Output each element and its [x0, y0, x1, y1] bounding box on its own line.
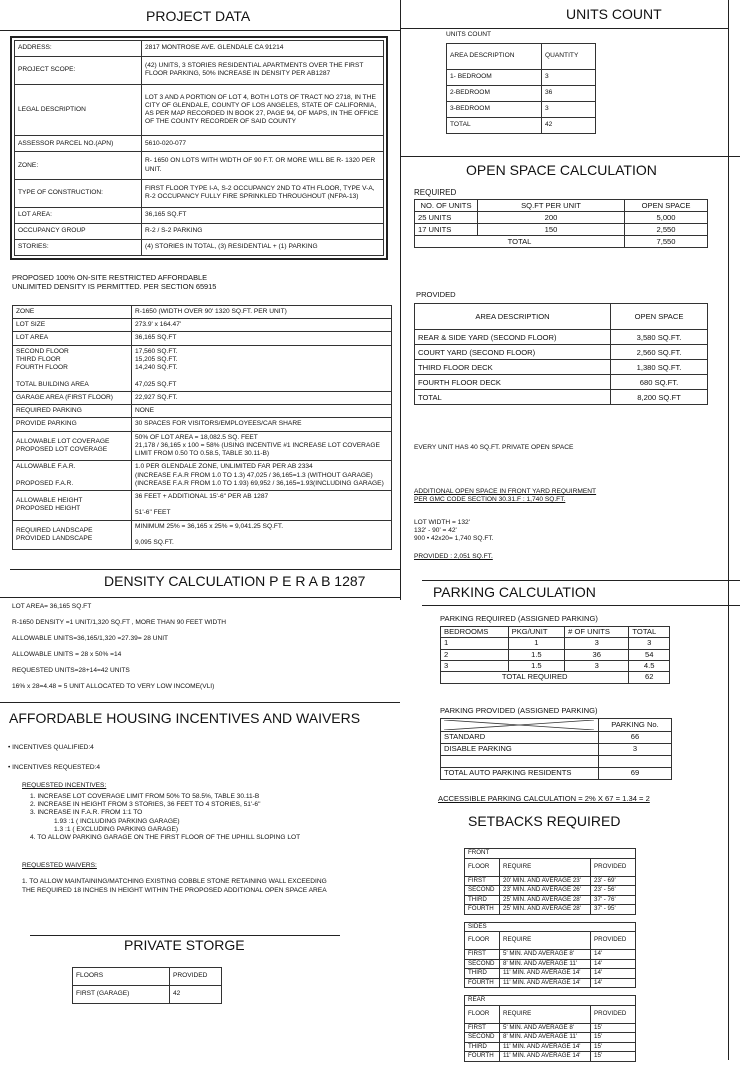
- project-value: (42) UNITS, 3 STORIES RESIDENTIAL APARTMENTS OVER THE FIRST FLOOR PARKING, 50% INCREASE IN DENSITY PER AB1287: [142, 57, 384, 85]
- os-provided-row: [415, 345, 708, 360]
- density-line: REQUESTED UNITS=28+14=42 UNITS: [12, 667, 130, 674]
- zoning-value: 30 SPACES FOR VISITORS/EMPLOYEES/CAR SHARE: [132, 418, 392, 431]
- project-data-title: PROJECT DATA: [146, 8, 251, 24]
- setback-cell: 5' MIN. AND AVERAGE 8': [500, 950, 591, 960]
- affordable-note-line: PROPOSED 100% ON-SITE RESTRICTED AFFORDABLE: [12, 273, 208, 282]
- zoning-row: [13, 391, 392, 404]
- pk-header: TOTAL: [629, 627, 670, 638]
- pk-cell: 54: [629, 649, 670, 660]
- accessible-parking-calc: ACCESSIBLE PARKING CALCULATION = 2% X 67 = 1.34 = 2: [438, 794, 650, 803]
- density-line: ALLOWABLE UNITS=36,165/1,320 =27.39= 28 UNIT: [12, 635, 169, 642]
- incentive-item: 1.3 :1 ( EXCLUDING PARKING GARAGE): [54, 825, 179, 833]
- os-total-value: 7,550: [625, 236, 708, 248]
- incentives-title: AFFORDABLE HOUSING INCENTIVES AND WAIVERS: [9, 710, 361, 726]
- storage-floor: FIRST (GARAGE): [73, 986, 170, 1004]
- zoning-row: [13, 345, 392, 391]
- os-provided-row: [415, 360, 708, 375]
- pk-cell: 2: [441, 649, 509, 660]
- density-title: DENSITY CALCULATION P E R A B 1287: [104, 573, 366, 589]
- setback-header: REQUIRE: [500, 1005, 591, 1023]
- unit-qty: 42: [542, 118, 596, 134]
- right-border: [728, 0, 729, 1060]
- project-row: [15, 84, 384, 135]
- project-row: [15, 180, 384, 208]
- zoning-value: NONE: [132, 405, 392, 418]
- zoning-label: GARAGE AREA (FIRST FLOOR): [13, 391, 132, 404]
- pk-provided-row: [441, 756, 672, 768]
- waiver-item: 1. TO ALLOW MAINTAINING/MATCHING EXISTING COBBLE STONE RETAINING WALL EXCEEDING THE REQUIRED 18 INCHES IN HEIGHT WITHIN THE PROPOSED ADDITIONAL OPEN SPACE AREA: [22, 878, 327, 894]
- divider: [0, 597, 400, 598]
- setback-row: [465, 978, 636, 988]
- setback-cell: 11' MIN. AND AVERAGE 14': [500, 1052, 591, 1062]
- zoning-row: [13, 490, 392, 520]
- os-header: OPEN SPACE: [625, 200, 708, 212]
- additional-line: ADDITIONAL OPEN SPACE IN FRONT YARD REQUIRMENT: [414, 488, 597, 495]
- setback-cell: THIRD: [465, 1042, 500, 1052]
- density-line: R-1650 DENSITY =1 UNIT/1,320 SQ.FT , MORE THAN 90 FEET WIDTH: [12, 619, 227, 626]
- zoning-label: ALLOWABLE F.A.R. PROPOSED F.A.R.: [13, 461, 132, 491]
- project-data-table: [14, 40, 384, 256]
- divider: [30, 935, 340, 936]
- project-row: [15, 239, 384, 255]
- zoning-label: PROVIDE PARKING: [13, 418, 132, 431]
- density-lines: [12, 603, 392, 699]
- setback-cell: 14': [591, 978, 636, 988]
- zoning-value: 36 FEET + ADDITIONAL 15'-6" PER AB 1287 51'-6" FEET: [132, 490, 392, 520]
- pk-header: PKG/UNIT: [508, 627, 565, 638]
- unit-type: 3-BEDROOM: [447, 102, 542, 118]
- units-header: AREA DESCRIPTION: [447, 44, 542, 70]
- zoning-row: [13, 418, 392, 431]
- additional-open-space: [414, 488, 596, 504]
- project-value: 5610-020-077: [142, 136, 384, 152]
- zoning-label: REQUIRED LANDSCAPE PROVIDED LANDSCAPE: [13, 520, 132, 550]
- setback-row: [465, 886, 636, 896]
- affordable-note-line: UNLIMITED DENSITY IS PERMITTED. PER SECTION 65915: [12, 282, 217, 292]
- divider: [400, 156, 740, 157]
- os-area: TOTAL: [415, 390, 611, 405]
- open-space-title: OPEN SPACE CALCULATION: [466, 162, 657, 178]
- setback-cell: 20' MIN. AND AVERAGE 23': [500, 876, 591, 886]
- setbacks-title: SETBACKS REQUIRED: [468, 813, 621, 829]
- unit-qty: 3: [542, 70, 596, 86]
- setbacks-tables: [464, 848, 636, 1069]
- setback-table: [464, 995, 636, 1062]
- setback-cell: FIRST: [465, 1023, 500, 1033]
- setback-row: [465, 876, 636, 886]
- additional-line: PER GMC CODE SECTION 30.31.F : 1,740 SQ.FT.: [414, 496, 566, 504]
- pk-cell: 1.5: [508, 661, 565, 672]
- storage-table: [72, 967, 222, 1004]
- os-area-value: 3,580 SQ.FT.: [611, 330, 708, 345]
- pk-prov-header: PARKING No.: [599, 719, 672, 732]
- setback-table: [464, 848, 636, 915]
- setback-cell: FOURTH: [465, 905, 500, 915]
- provided-label: PROVIDED: [416, 290, 456, 299]
- setback-cell: THIRD: [465, 895, 500, 905]
- private-storage-title: PRIVATE STORGE: [124, 937, 245, 953]
- storage-provided: 42: [170, 986, 222, 1004]
- zoning-label: LOT SIZE: [13, 319, 132, 332]
- parking-title: PARKING CALCULATION: [433, 584, 596, 600]
- setback-cell: 8' MIN. AND AVERAGE 11': [500, 959, 591, 969]
- project-label: PROJECT SCOPE:: [15, 57, 142, 85]
- required-label: REQUIRED: [414, 188, 457, 197]
- storage-header: FLOORS: [73, 968, 170, 986]
- zoning-value: 273.9' x 164.47': [132, 319, 392, 332]
- parking-required-caption: PARKING REQUIRED (ASSIGNED PARKING): [440, 614, 598, 623]
- zoning-value: 36,165 SQ.FT: [132, 332, 392, 345]
- setback-cell: THIRD: [465, 969, 500, 979]
- os-space: 5,000: [625, 212, 708, 224]
- setback-cell: 15': [591, 1052, 636, 1062]
- incentives-requested: INCENTIVES REQUESTED:4: [12, 764, 101, 771]
- setback-header: FLOOR: [465, 858, 500, 876]
- zoning-value: 22,927 SQ.FT.: [132, 391, 392, 404]
- pk-cell: 1: [441, 638, 509, 649]
- zoning-row: [13, 461, 392, 491]
- incentives-block: • INCENTIVES QUALIFIED:4 • INCENTIVES REQUESTED:4 REQUESTED INCENTIVES: 1. INCREASE LOT COVERAGE LIMIT FROM 50% TO 58.5%, TABLE 30.11-B 2. INCREASE IN HEIGHT FROM 3 STORIES, 36 FEET TO 4 STORIES, 51'-6" 3. INCREASE IN F.A.R. FROM 1:1 TO 1.93 :1 ( INCLUDING PARKING GARAGE) 1.3 :1 ( EXCLUDING PARKING GARAGE) 4. TO ALLOW PARKING GARAGE ON THE FIRST FLOOR OF THE UPHILL SLOPING LOT REQUESTED WAIVERS: 1. TO ALLOW MAINTAINING/MATCHING EXISTING COBBLE STONE RETAINING WALL EXCEEDING THE REQUIRED 18 INCHES IN HEIGHT WITHIN THE PROPOSED ADDITIONAL OPEN SPACE AREA: [8, 744, 393, 895]
- zoning-value: 1.0 PER GLENDALE ZONE, UNLIMITED FAR PER AB 2334 (INCREASE F.A.R FROM 1.0 TO 1.3) 47,025 / 36,165=1.3 (WITHOUT GARAGE) (INCREASE F.A.R FROM 1.0 TO 1.93) 69,952 / 36,165=1.93(INCLUDING GARAGE): [132, 461, 392, 491]
- project-label: ZONE:: [15, 152, 142, 180]
- project-value: R- 1650 ON LOTS WITH WIDTH OF 90 F.T. OR MORE WILL BE R- 1320 PER UNIT.: [142, 152, 384, 180]
- setback-table: [464, 922, 636, 989]
- os-required-row: [415, 236, 708, 248]
- setback-group-name: SIDES: [465, 922, 636, 932]
- setback-cell: 14': [591, 959, 636, 969]
- affordable-note: [12, 273, 216, 292]
- os-space: 2,550: [625, 224, 708, 236]
- requested-waivers-title: REQUESTED WAIVERS:: [22, 862, 97, 870]
- os-area-value: 680 SQ.FT.: [611, 375, 708, 390]
- pk-total-value: 62: [629, 672, 670, 683]
- os-area: FOURTH FLOOR DECK: [415, 375, 611, 390]
- setback-header: REQUIRE: [500, 858, 591, 876]
- os-provided-row: [415, 330, 708, 345]
- setback-cell: 25' MIN. AND AVERAGE 28': [500, 895, 591, 905]
- pk-header: BEDROOMS: [441, 627, 509, 638]
- setback-cell: SECOND: [465, 959, 500, 969]
- diagonal-mark: [444, 720, 594, 730]
- pk-prov-type: TOTAL AUTO PARKING RESIDENTS: [441, 768, 599, 780]
- pk-prov-type: [441, 756, 599, 768]
- incentives-list: [30, 793, 393, 842]
- zoning-label: ZONE: [13, 306, 132, 319]
- setback-header: PROVIDED: [591, 932, 636, 950]
- pk-total-label: TOTAL REQUIRED: [441, 672, 629, 683]
- project-value: 2817 MONTROSE AVE. GLENDALE CA 91214: [142, 41, 384, 57]
- setback-header: REQUIRE: [500, 932, 591, 950]
- zoning-row: [13, 431, 392, 461]
- units-row: [447, 70, 596, 86]
- zoning-value: 50% OF LOT AREA = 18,082.5 SQ. FEET 21,178 / 36,165 x 100 = 58% (USING INCENTIVE #1 INCREASE LOT COVERAGE LIMIT FROM 0.50 TO 0.58.5, TABLE 30.11-B): [132, 431, 392, 461]
- zoning-row: [13, 405, 392, 418]
- setback-cell: FOURTH: [465, 978, 500, 988]
- zoning-row: [13, 319, 392, 332]
- os-prov-header: OPEN SPACE: [611, 304, 708, 330]
- parking-provided-caption: PARKING PROVIDED (ASSIGNED PARKING): [440, 706, 598, 715]
- setback-cell: 15': [591, 1023, 636, 1033]
- setback-cell: 15': [591, 1042, 636, 1052]
- pk-cell: 3: [565, 638, 629, 649]
- project-label: TYPE OF CONSTRUCTION:: [15, 180, 142, 208]
- calc-line: 900 • 42x20= 1,740 SQ.FT.: [414, 535, 494, 543]
- open-space-required-table: [414, 199, 708, 248]
- pk-cell: 3: [441, 661, 509, 672]
- pk-prov-type: DISABLE PARKING: [441, 744, 599, 756]
- setback-cell: 11' MIN. AND AVERAGE 14': [500, 978, 591, 988]
- unit-qty: 3: [542, 102, 596, 118]
- project-value: LOT 3 AND A PORTION OF LOT 4, BOTH LOTS OF TRACT NO 2718, IN THE CITY OF GLENDALE, COUNTY OF LOS ANGELES, STATE OF CALIFORNIA, AS PER MAP RECORDED IN BOOK 27, PAGE 94, OF MAPS, IN THE OFFICE OF THE COUNTY RECORDER OF SAID COUNTY: [142, 84, 384, 135]
- project-label: ASSESSOR PARCEL NO.(APN): [15, 136, 142, 152]
- open-space-calc: [414, 519, 493, 544]
- os-per-unit: 150: [478, 224, 625, 236]
- zoning-label: ALLOWABLE LOT COVERAGE PROPOSED LOT COVERAGE: [13, 431, 132, 461]
- zoning-row: [13, 520, 392, 550]
- incentive-item: 1.93 :1 ( INCLUDING PARKING GARAGE): [54, 817, 180, 825]
- units-row: [447, 118, 596, 134]
- os-required-row: [415, 224, 708, 236]
- open-space-provided-table: [414, 303, 708, 405]
- os-provided-row: [415, 390, 708, 405]
- zoning-label: REQUIRED PARKING: [13, 405, 132, 418]
- units-header: QUANTITY: [542, 44, 596, 70]
- storage-header: PROVIDED: [170, 968, 222, 986]
- zoning-value: MINIMUM 25% = 36,165 x 25% = 9,041.25 SQ.FT. 9,095 SQ.FT.: [132, 520, 392, 550]
- unit-qty: 36: [542, 86, 596, 102]
- units-count-title: UNITS COUNT: [566, 6, 662, 22]
- project-value: 36,165 SQ.FT: [142, 207, 384, 223]
- setback-cell: FOURTH: [465, 1052, 500, 1062]
- zoning-row: [13, 332, 392, 345]
- setback-cell: 23' MIN. AND AVERAGE 26': [500, 886, 591, 896]
- setback-row: [465, 895, 636, 905]
- setback-cell: 25' MIN. AND AVERAGE 28': [500, 905, 591, 915]
- setback-cell: SECOND: [465, 1033, 500, 1043]
- project-row: [15, 57, 384, 85]
- pk-prov-count: [599, 756, 672, 768]
- unit-type: TOTAL: [447, 118, 542, 134]
- pk-cell: 4.5: [629, 661, 670, 672]
- private-open-space-note: EVERY UNIT HAS 40 SQ.FT. PRIVATE OPEN SPACE: [414, 444, 574, 451]
- os-prov-header: AREA DESCRIPTION: [415, 304, 611, 330]
- divider: [10, 569, 400, 570]
- pk-prov-diagonal-cell: [441, 719, 599, 732]
- pk-prov-count: 66: [599, 732, 672, 744]
- zoning-value: R-1650 (WIDTH OVER 90' 1320 SQ.FT. PER UNIT): [132, 306, 392, 319]
- os-area-value: 2,560 SQ.FT.: [611, 345, 708, 360]
- project-value: R-2 / S-2 PARKING: [142, 223, 384, 239]
- pk-prov-type: STANDARD: [441, 732, 599, 744]
- pk-cell: 1.5: [508, 649, 565, 660]
- os-total-label: TOTAL: [415, 236, 625, 248]
- os-area-value: 8,200 SQ.FT: [611, 390, 708, 405]
- os-area: COURT YARD (SECOND FLOOR): [415, 345, 611, 360]
- project-row: [15, 136, 384, 152]
- pk-cell: 3: [565, 661, 629, 672]
- pk-provided-row: [441, 768, 672, 780]
- pk-prov-count: 69: [599, 768, 672, 780]
- parking-required-table: [440, 626, 670, 684]
- pk-header: # OF UNITS: [565, 627, 629, 638]
- incentive-item: 3. INCREASE IN F.A.R. FROM 1:1 TO: [30, 809, 143, 817]
- incentive-item: 4. TO ALLOW PARKING GARAGE ON THE FIRST FLOOR OF THE UPHILL SLOPING LOT: [30, 834, 301, 842]
- divider: [0, 702, 400, 703]
- project-row: [15, 207, 384, 223]
- incentive-item: 1. INCREASE LOT COVERAGE LIMIT FROM 50% TO 58.5%, TABLE 30.11-B: [30, 793, 260, 800]
- project-row: [15, 223, 384, 239]
- incentives-qualified: INCENTIVES QUALIFIED:4: [12, 744, 94, 751]
- zoning-label: LOT AREA: [13, 332, 132, 345]
- pk-cell: 36: [565, 649, 629, 660]
- pk-prov-count: 3: [599, 744, 672, 756]
- setback-cell: 11' MIN. AND AVERAGE 14': [500, 969, 591, 979]
- setback-header: FLOOR: [465, 932, 500, 950]
- setback-group-name: REAR: [465, 996, 636, 1006]
- zoning-label: SECOND FLOOR THIRD FLOOR FOURTH FLOOR TOTAL BUILDING AREA: [13, 345, 132, 391]
- divider: [0, 30, 400, 31]
- project-value: (4) STORIES IN TOTAL, (3) RESIDENTIAL + (1) PARKING: [142, 239, 384, 255]
- project-label: LEGAL DESCRIPTION: [15, 84, 142, 135]
- setback-cell: 37' - 76': [591, 895, 636, 905]
- project-label: OCCUPANCY GROUP: [15, 223, 142, 239]
- setback-cell: 14': [591, 969, 636, 979]
- setback-row: [465, 905, 636, 915]
- units-table: [446, 43, 596, 134]
- os-provided-row: [415, 375, 708, 390]
- column-divider: [400, 0, 401, 600]
- setback-row: [465, 1042, 636, 1052]
- zoning-row: [13, 306, 392, 319]
- setback-row: [465, 950, 636, 960]
- incentive-item: 2. INCREASE IN HEIGHT FROM 3 STORIES, 36 FEET TO 4 STORIES, 51'-6": [30, 801, 261, 809]
- os-units: 17 UNITS: [415, 224, 478, 236]
- setback-cell: 8' MIN. AND AVERAGE 11': [500, 1033, 591, 1043]
- setback-row: [465, 1023, 636, 1033]
- project-data-frame: [10, 36, 388, 260]
- os-units: 25 UNITS: [415, 212, 478, 224]
- setback-cell: 23' - 69': [591, 876, 636, 886]
- setback-cell: FIRST: [465, 950, 500, 960]
- setback-cell: 37' - 95': [591, 905, 636, 915]
- setback-cell: 23' - 56': [591, 886, 636, 896]
- setback-cell: 5' MIN. AND AVERAGE 8': [500, 1023, 591, 1033]
- parking-provided-table: [440, 718, 672, 780]
- os-required-row: [415, 212, 708, 224]
- zoning-value: 17,560 SQ.FT. 15,205 SQ.FT. 14,240 SQ.FT. 47,025 SQ.FT: [132, 345, 392, 391]
- zoning-label: ALLOWABLE HEIGHT PROPOSED HEIGHT: [13, 490, 132, 520]
- setback-row: [465, 959, 636, 969]
- divider: [400, 28, 728, 29]
- os-area-value: 1,380 SQ.FT.: [611, 360, 708, 375]
- zoning-table: [12, 305, 392, 550]
- os-header: SQ.FT PER UNIT: [478, 200, 625, 212]
- pk-cell: 1: [508, 638, 565, 649]
- setback-cell: 11' MIN. AND AVERAGE 14': [500, 1042, 591, 1052]
- setback-cell: SECOND: [465, 886, 500, 896]
- pk-required-row: [441, 649, 670, 660]
- pk-required-row: [441, 661, 670, 672]
- units-caption: UNITS COUNT: [446, 31, 492, 38]
- calc-line: LOT WIDTH = 132': [414, 519, 470, 526]
- unit-type: 1- BEDROOM: [447, 70, 542, 86]
- setback-cell: FIRST: [465, 876, 500, 886]
- os-area: THIRD FLOOR DECK: [415, 360, 611, 375]
- units-row: [447, 102, 596, 118]
- calc-line: 132' - 90' = 42': [414, 527, 457, 535]
- project-label: LOT AREA:: [15, 207, 142, 223]
- divider: [422, 580, 740, 581]
- density-line: ALLOWABLE UNITS = 28 x 50% =14: [12, 651, 122, 658]
- project-row: [15, 41, 384, 57]
- provided-open-space-line: PROVIDED : 2,051 SQ.FT.: [414, 553, 493, 560]
- setback-row: [465, 969, 636, 979]
- setback-cell: 14': [591, 950, 636, 960]
- pk-provided-row: [441, 744, 672, 756]
- os-header: NO. OF UNITS: [415, 200, 478, 212]
- unit-type: 2-BEDROOM: [447, 86, 542, 102]
- divider: [422, 605, 740, 606]
- project-label: STORIES:: [15, 239, 142, 255]
- density-line: 16% x 28=4.48 = 5 UNIT ALLOCATED TO VERY LOW INCOME(VLI): [12, 683, 215, 690]
- project-label: ADDRESS:: [15, 41, 142, 57]
- units-row: [447, 86, 596, 102]
- os-per-unit: 200: [478, 212, 625, 224]
- requested-incentives-title: REQUESTED INCENTIVES:: [22, 782, 107, 789]
- pk-required-row: [441, 638, 670, 649]
- project-row: [15, 152, 384, 180]
- project-value: FIRST FLOOR TYPE I-A, S-2 OCCUPANCY 2ND TO 4TH FLOOR, TYPE V-A, R-2 OCCUPANCY FULLY FIRE SPRINKLED THROUGHOUT (NFPA-13): [142, 180, 384, 208]
- setback-header: PROVIDED: [591, 1005, 636, 1023]
- setback-row: [465, 1033, 636, 1043]
- os-area: REAR & SIDE YARD (SECOND FLOOR): [415, 330, 611, 345]
- setback-group-name: FRONT: [465, 849, 636, 859]
- density-line: LOT AREA= 36,165 SQ.FT: [12, 603, 92, 610]
- pk-provided-row: [441, 732, 672, 744]
- pk-cell: 3: [629, 638, 670, 649]
- setback-header: FLOOR: [465, 1005, 500, 1023]
- setback-cell: 15': [591, 1033, 636, 1043]
- setback-header: PROVIDED: [591, 858, 636, 876]
